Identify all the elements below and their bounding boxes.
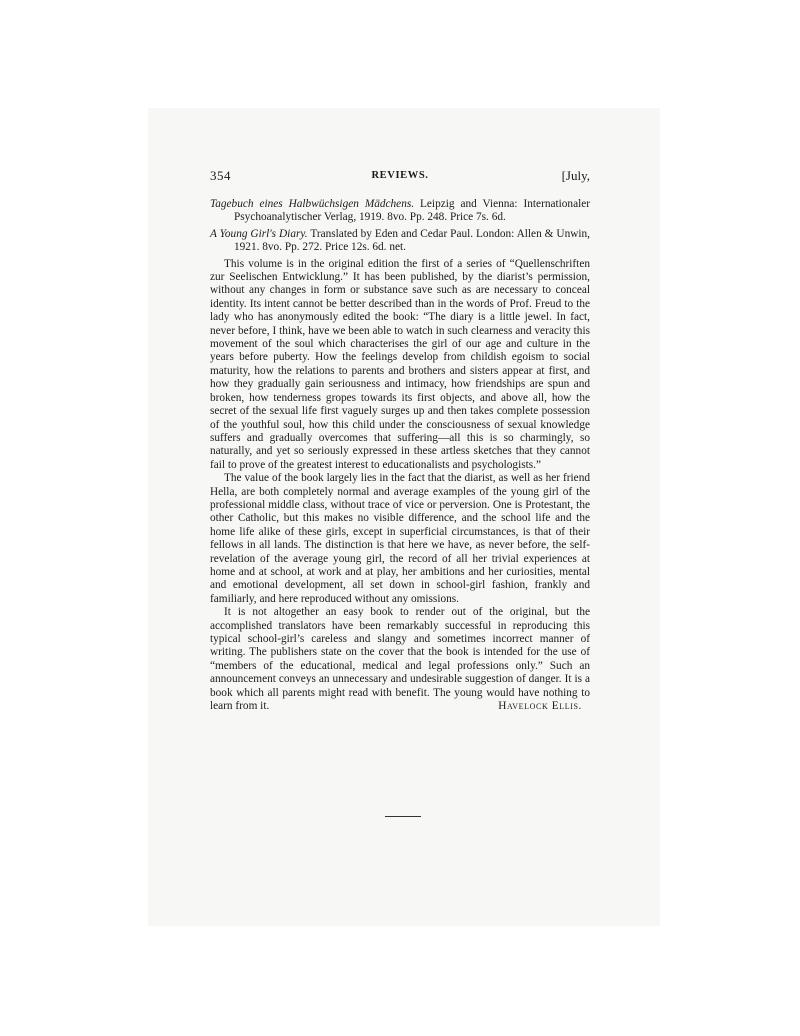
header-date: [July, — [561, 168, 590, 183]
citation-entry — [210, 198, 590, 225]
section-divider — [385, 816, 421, 817]
citation-title: Tagebuch eines Halbwüchsigen Mädchens. — [210, 198, 415, 210]
citation-title: A Young Girl's Diary. — [210, 227, 308, 240]
review-paragraph-text: It is not altogether an easy book to render out of the original, but the accomplished translators have been remarkably successful in reproducing this typical school-girl’s careless and slangy and sometimes incorrect manner of writing. The publishers state on the cover that the book is intended for the use of “members of the educational, medical and legal professions only.” Such an announcement conveys an unnecessary and undesirable suggestion of danger. It is a book which all parents might read with benefit. The young would have nothing to learn from it. — [210, 606, 590, 713]
text-column — [210, 166, 590, 713]
review-paragraph: This volume is in the original edition the first of a series of “Quellenschriften zur Seelischen Entwicklung.” It has been published, by the diarist’s permission, without any changes in form or substance save such as are necessary to conceal identity. Its intent cannot be better described than in the words of Prof. Freud to the lady who has anonymously edited the book: “The diary is a little jewel. In fact, never before, I think, have we been able to watch in such clearness and veracity this movement of the soul which characterises the girl of our age and culture in the years before puberty. How the feelings develop from childish egoism to social maturity, how the relations to parents and brothers and sisters appear at first, and how they gradually gain seriousness and intimacy, how friendships are spun and broken, how tenderness gropes towards its first objects, and above all, how the secret of the sexual life first vaguely surges up and then takes complete possession of the youthful soul, how this child under the consciousness of sexual knowledge suffers and gradually overcomes that suffering—all this is so charmingly, so naturally, and yet so seriously expressed in these artless sketches that they cannot fail to prove of the greatest interest to educationalists and psychologists.” — [210, 257, 590, 471]
citation-details: Translated by Eden and Cedar Paul. London: Allen & Unwin, 1921. 8vo. Pp. 272. Price 12s. 6d. net. — [234, 227, 590, 254]
running-title: REVIEWS. — [371, 170, 429, 181]
citation-details: Leipzig and Vienna: Internationaler Psychoanalytischer Verlag, 1919. 8vo. Pp. 248. Price 7s. 6d. — [234, 198, 590, 224]
author-signature: Havelock Ellis. — [498, 700, 582, 713]
page-number: 354 — [210, 168, 231, 183]
review-paragraph-last — [210, 606, 590, 713]
citation-entry — [210, 228, 590, 255]
review-paragraph: The value of the book largely lies in the fact that the diarist, as well as her friend Hella, are both completely normal and average examples of the young girl of the professional middle class, without trace of vice or perversion. One is Protestant, the other Catholic, but this makes no visible difference, and the school life and the home life alike of these girls, except in superficial circumstances, is that of their fellows in all lands. The distinction is that here we have, as never before, the self-revelation of the average young girl, the record of all her trivial experiences at home and at school, at work and at play, her ambitions and her curiosities, mental and emotional development, all set down in school-girl fashion, frankly and familiarly, and here reproduced without any omissions. — [210, 472, 590, 605]
page-header — [210, 166, 590, 186]
